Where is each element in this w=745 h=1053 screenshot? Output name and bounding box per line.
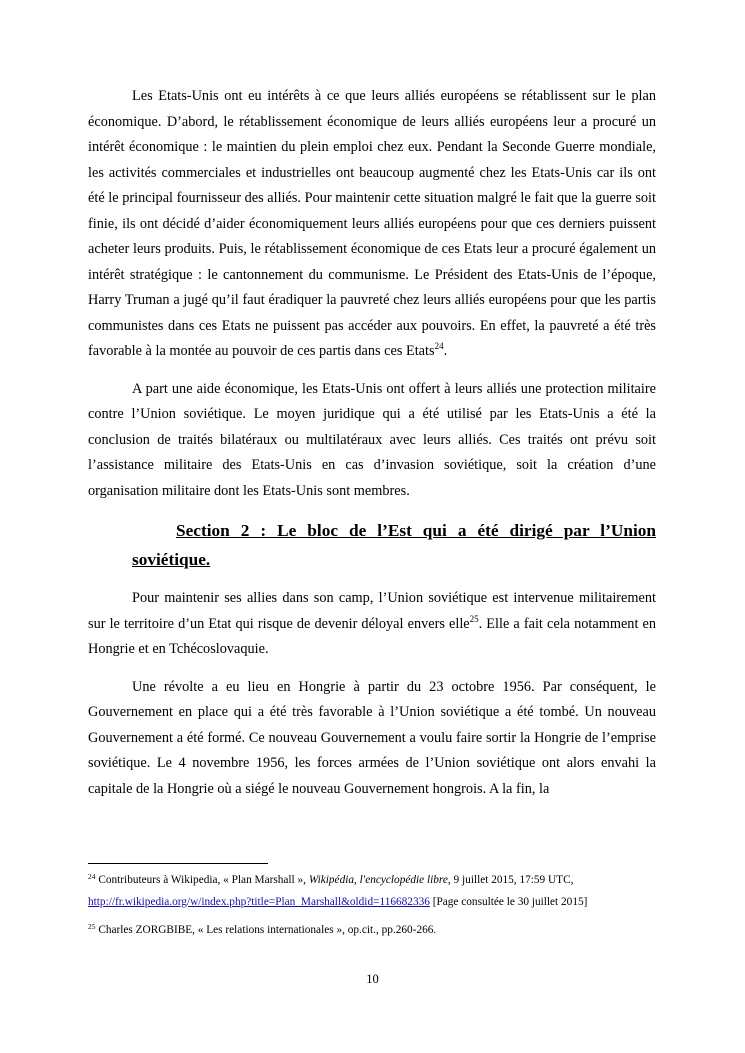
paragraph-military-protection: A part une aide économique, les Etats-Unis ont offert à leurs alliés une protection militaire contre l’Union soviétique. Le moyen juridique qui a été utilisé par les Etats-Unis a été la conclusion de traités bilatéraux ou multilatéraux avec leurs alliés. Ces traités ont prévu soit l’assistance militaire des Etats-Unis en cas d’invasion soviétique, soit la création d’une organisation militaire dont les Etats-Unis sont membres. xyxy=(88,380,656,499)
footnote-24: $^{24}$ Contributeurs à Wikipedia, « Plan Marshall », Wikipédia, l'encyclopédie libre, 9 juillet 2015, 17:59 UTC, http://fr.wikipedia.org/w/index.php?title=Plan_Marshall&oldid=116682336 [Page consultée le 30 juillet 2015] xyxy=(88,872,588,908)
footnote-separator xyxy=(88,863,268,864)
footnote-24-link[interactable]: http://fr.wikipedia.org/w/index.php?title=Plan_Marshall&oldid=116682336 xyxy=(88,895,430,908)
paragraph-us-interests: Les Etats-Unis ont eu intérêts à ce que leurs alliés européens se rétablissent sur le plan économique. D’abord, le rétablissement économique de leurs alliés européens leur a procuré un intérêt économique : le maintien du plein emploi chez eux. Pendant la Seconde Guerre mondiale, les activités commerciales et industrielles ont beaucoup augmenté chez les Etats-Unis car ils ont été le principal fournisseur des alliés. Pour maintenir cette situation malgré le fait que la guerre soit finie, ils ont décidé d’aider économiquement leurs alliés européens pour que ces derniers puissent acheter leurs produits. Puis, le rétablissement économique de ces Etats leur a procuré également un intérêt stratégique : le cantonnement du communisme. Le Président des Etats-Unis de l’époque, Harry Truman a jugé qu’il faut éradiquer la pauvreté chez leurs alliés européens pour que les partis communistes dans ces Etats ne puissent pas accéder aux pouvoirs. En effet, la pauvreté a été très favorable à la montée au pouvoir de ces partis dans ces Etats$^{24}$. xyxy=(88,88,656,359)
footnote-25: $^{25}$ Charles ZORGBIBE, « Les relations internationales », op.cit., pp.260-266. xyxy=(88,922,437,936)
footnote-ref-24[interactable]: 24 xyxy=(434,341,444,351)
footnote-ref-25[interactable]: 25 xyxy=(469,613,479,624)
paragraph-hungary-revolt: Une révolte a eu lieu en Hongrie à partir du 23 octobre 1956. Par conséquent, le Gouvernement en place qui a été très favorable à l’Union soviétique a été tombé. Un nouveau Gouvernement a été formé. Ce nouveau Gouvernement a voulu faire sortir la Hongrie de l’emprise soviétique. Le 4 novembre 1956, les forces armées de l’Union soviétique ont alors envahi la capitale de la Hongrie où a siégé le nouveau Gouvernement hongrois. A la fin, la xyxy=(88,678,656,797)
section-heading: Section 2 : Le bloc de l’Est qui a été dirigé par l’Union soviétique. xyxy=(132,521,656,569)
page-number: 10 xyxy=(366,972,379,986)
footnotes xyxy=(88,863,656,949)
paragraph-soviet-intervention: Pour maintenir ses allies dans son camp, l’Union soviétique est intervenue militairement sur le territoire d’un Etat qui risque de devenir déloyal envers elle$^{25}$. Elle a fait cela notamment en Hongrie et en Tchécoslovaquie. xyxy=(88,590,657,657)
page-body xyxy=(88,84,656,814)
